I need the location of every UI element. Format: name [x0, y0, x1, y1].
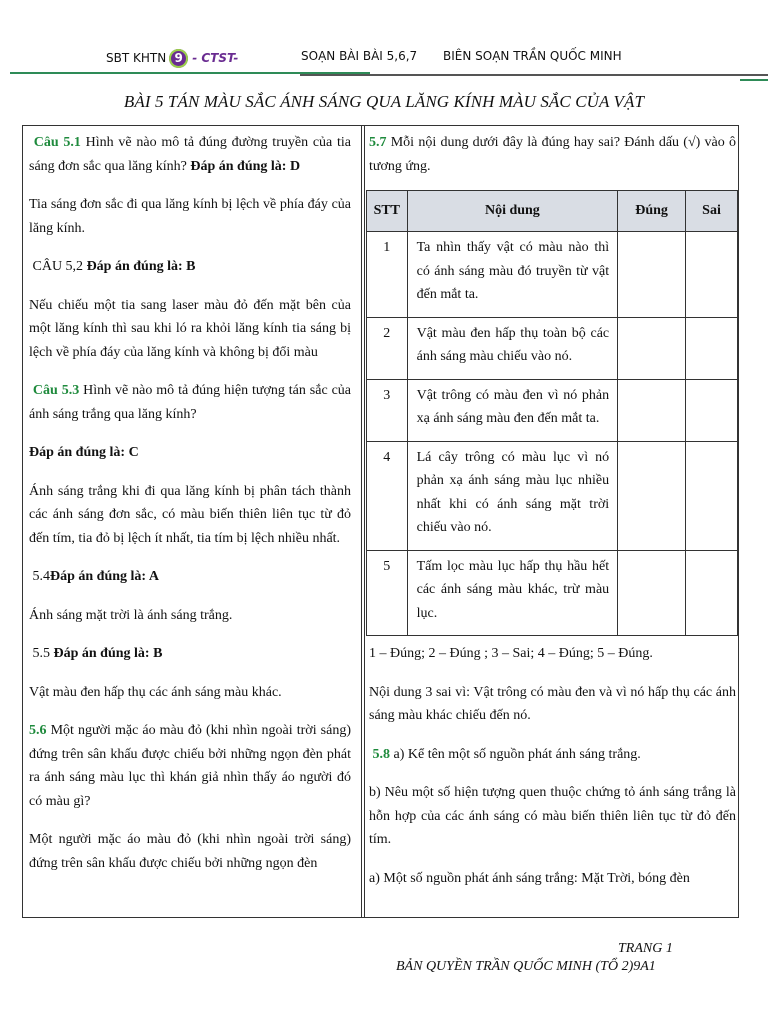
grade-9-badge-icon: 9 [169, 49, 188, 68]
answer-5-8a: a) Một số nguồn phát ánh sáng trắng: Mặt Trời, bóng đèn [369, 870, 690, 886]
true-checkbox-cell[interactable] [618, 550, 686, 636]
false-checkbox-cell[interactable] [686, 232, 738, 318]
row-content: Ta nhìn thấy vật có màu nào thì có ánh sáng màu đó truyền từ vật đến mắt ta. [407, 232, 618, 318]
page-title: BÀI 5 TÁN MÀU SẮC ÁNH SÁNG QUA LĂNG KÍNH MÀU SẮC CỦA VẬT [123, 92, 645, 111]
question-5-7: 5.7 Mỗi nội dung dưới đây là đúng hay sai? Đánh dấu (√) vào ô tương ứng. [369, 135, 736, 174]
header-lesson-label: SOẠN BÀI BÀI 5,6,7 [301, 49, 418, 63]
col-header-true: Đúng [618, 191, 686, 232]
right-column [369, 126, 736, 905]
header-line-dark [300, 74, 768, 76]
table-row [367, 232, 738, 318]
answer-5-3-explanation: Ánh sáng trắng khi đi qua lăng kính bị phân tách thành các ánh sáng đơn sắc, có màu biến thiên liên tục từ đỏ đến tím, tia đỏ bị lệch ít nhất, tia tím bị lệch nhiều nhất. [29, 483, 351, 546]
page-number: TRANG 1 [618, 941, 673, 956]
header-line-accent [740, 79, 768, 81]
answer-5-7-explanation: Nội dung 3 sai vì: Vật trông có màu đen và vì nó hấp thụ các ánh sáng màu khác chiếu đến nó. [369, 684, 736, 723]
true-checkbox-cell[interactable] [618, 441, 686, 550]
answer-5-2-explanation: Nếu chiếu một tia sang laser màu đỏ đến mặt bên của một lăng kính thì sau khi ló ra khỏi lăng kính tia sáng bị lệch về phía đáy của lăng kính và không bị đổi màu [29, 297, 351, 360]
question-5-2: CÂU 5,2 Đáp án đúng là: B [32, 259, 196, 274]
answer-5-3: Đáp án đúng là: C [29, 445, 139, 460]
true-checkbox-cell[interactable] [618, 317, 686, 379]
false-checkbox-cell[interactable] [686, 441, 738, 550]
question-5-6: 5.6 Một người mặc áo màu đỏ (khi nhìn ngoài trời sáng) đứng trên sân khấu được chiếu bởi những ngọn đèn phát ra ánh sáng màu lục thì khán giả nhìn thấy áo người đó có màu gì? [29, 723, 351, 809]
row-content: Vật màu đen hấp thụ toàn bộ các ánh sáng màu chiếu vào nó. [407, 317, 618, 379]
copyright-line: BẢN QUYỀN TRẦN QUỐC MINH (TỔ 2)9A1 [396, 959, 656, 974]
col-header-false: Sai [686, 191, 738, 232]
row-stt: 2 [367, 317, 408, 379]
row-content: Vật trông có màu đen vì nó phản xạ ánh sáng màu đen đến mắt ta. [407, 379, 618, 441]
question-5-1: Câu 5.1 Hình vẽ nào mô tả đúng đường truyền của tia sáng đơn sắc qua lăng kính? Đáp án đúng là: D [29, 135, 351, 174]
row-stt: 3 [367, 379, 408, 441]
question-5-8a: 5.8 a) Kể tên một số nguồn phát ánh sáng trắng. [372, 746, 641, 762]
row-stt: 4 [367, 441, 408, 550]
answer-5-4-explanation: Ánh sáng mặt trời là ánh sáng trắng. [29, 607, 233, 623]
header-author-label: BIÊN SOẠN TRẦN QUỐC MINH [443, 49, 622, 63]
col-header-stt: STT [367, 191, 408, 232]
false-checkbox-cell[interactable] [686, 379, 738, 441]
ctst-label: - CTST- [192, 51, 239, 65]
true-false-table [366, 190, 738, 636]
left-column [29, 126, 351, 890]
table-row [367, 550, 738, 636]
table-row [367, 441, 738, 550]
question-5-4: 5.4Đáp án đúng là: A [32, 569, 159, 584]
header-book-label: SBT KHTN 9 - CTST- [106, 49, 238, 68]
row-stt: 5 [367, 550, 408, 636]
table-row [367, 379, 738, 441]
col-header-content: Nội dung [407, 191, 618, 232]
question-5-8b: b) Nêu một số hiện tượng quen thuộc chứng tỏ ánh sáng trắng là hỗn hợp của các ánh sáng có màu biến thiên liên tục từ đỏ đến tím. [369, 785, 736, 847]
true-checkbox-cell[interactable] [618, 232, 686, 318]
table-header-row [367, 191, 738, 232]
table-row [367, 317, 738, 379]
row-content: Lá cây trông có màu lục vì nó phản xạ ánh sáng màu lục nhiều nhất khi có ánh sáng mặt trời chiếu vào nó. [407, 441, 618, 550]
answer-5-6-explanation: Một người mặc áo màu đỏ (khi nhìn ngoài trời sáng) đứng trên sân khấu được chiếu bởi những ngọn đèn [29, 832, 351, 871]
row-stt: 1 [367, 232, 408, 318]
question-5-5: 5.5 Đáp án đúng là: B [32, 646, 163, 661]
true-checkbox-cell[interactable] [618, 379, 686, 441]
question-5-3: Câu 5.3 Hình vẽ nào mô tả đúng hiện tượng tán sắc của ánh sáng trắng qua lăng kính? [29, 383, 351, 422]
answer-5-1-explanation: Tia sáng đơn sắc đi qua lăng kính bị lệch về phía đáy của lăng kính. [29, 197, 351, 236]
row-content: Tấm lọc màu lục hấp thụ hầu hết các ánh sáng màu khác, trừ màu lục. [407, 550, 618, 636]
answer-5-7: 1 – Đúng; 2 – Đúng ; 3 – Sai; 4 – Đúng; 5 – Đúng. [369, 646, 653, 661]
false-checkbox-cell[interactable] [686, 317, 738, 379]
answer-5-5-explanation: Vật màu đen hấp thụ các ánh sáng màu khác. [29, 684, 282, 700]
false-checkbox-cell[interactable] [686, 550, 738, 636]
column-divider [361, 126, 365, 917]
content-frame [22, 125, 739, 918]
